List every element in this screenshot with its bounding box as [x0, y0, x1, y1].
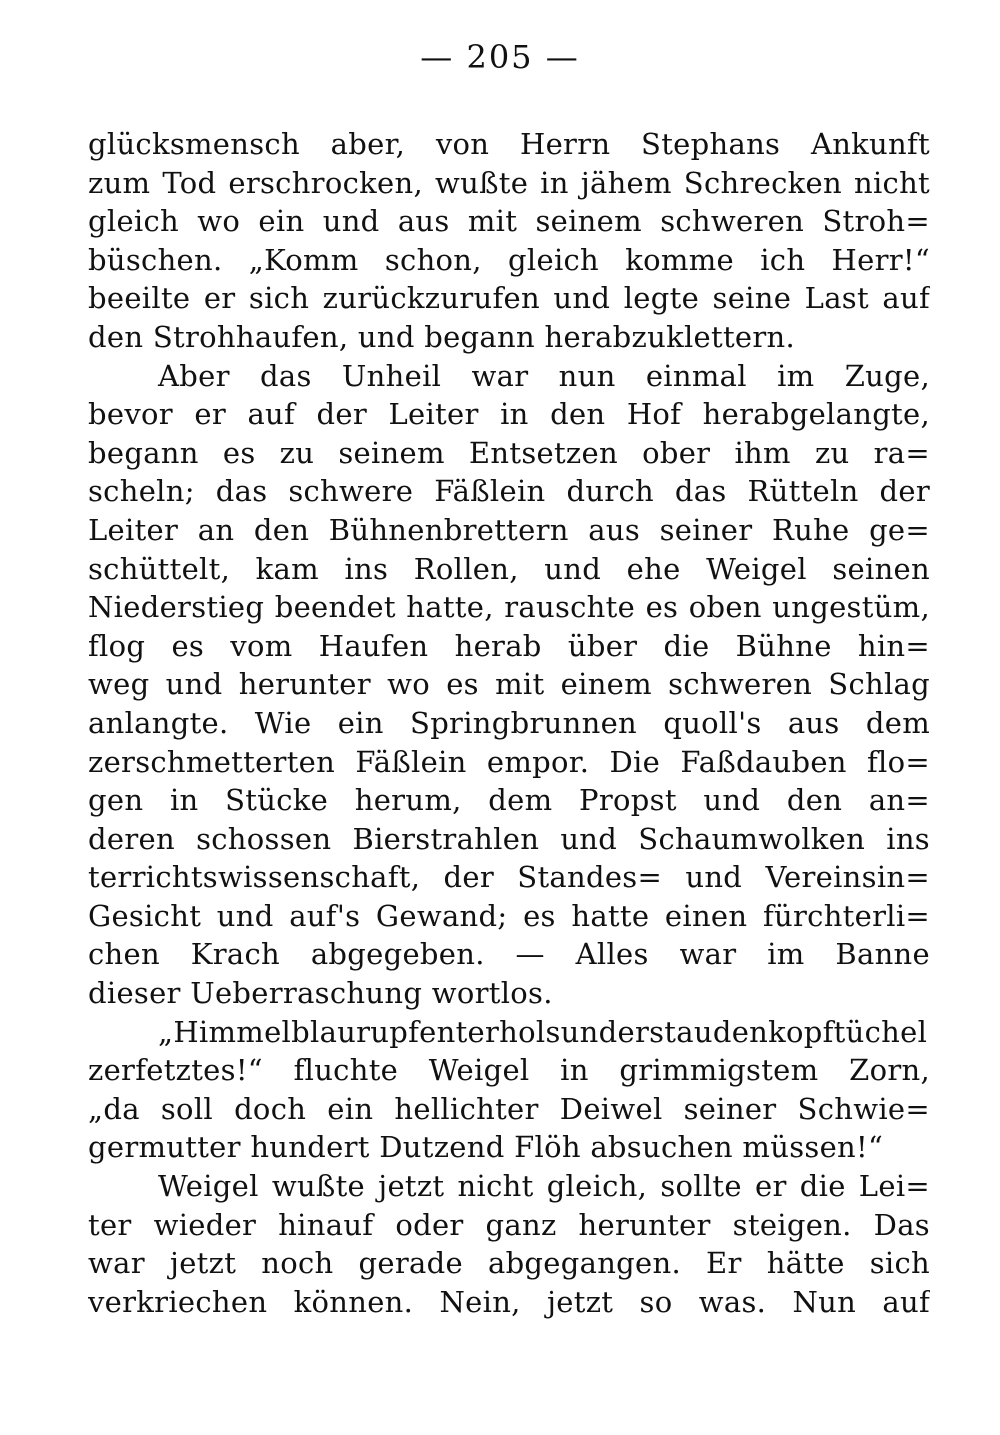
text-line: glücksmensch aber, von Herrn Stephans Ankunft: [88, 127, 930, 161]
text-line: gleich wo ein und aus mit seinem schweren Stroh=: [88, 204, 930, 239]
text-line: den Strohhaufen, und begann herabzuklettern.: [88, 319, 796, 354]
text-line: Weigel wußte jetzt nicht gleich, sollte er die Lei=: [158, 1169, 930, 1204]
text-line: bevor er auf der Leiter in den Hof herabgelangte,: [88, 397, 930, 432]
text-line: germutter hundert Dutzend Flöh absuchen müssen!“: [88, 1130, 884, 1165]
text-line: zerfetztes!“ fluchte Weigel in grimmigstem Zorn,: [88, 1053, 930, 1088]
text-line: anlangte. Wie ein Springbrunnen quoll's aus dem: [88, 705, 930, 740]
text-line: zerschmetterten Fäßlein empor. Die Faßdauben flo=: [88, 744, 930, 779]
text-line: scheln; das schwere Fäßlein durch das Rütteln der: [88, 474, 930, 509]
text-line: war jetzt noch gerade abgegangen. Er hätte sich: [88, 1246, 930, 1281]
text-line: deren schossen Bierstrahlen und Schaumwolken ins: [88, 821, 930, 856]
text-line: „da soll doch ein hellichter Deiwel seiner Schwie=: [88, 1091, 930, 1126]
text-line: „Himmelblaurupfenterholsunderstaudenkopftüchel: [158, 1014, 928, 1049]
body-text: [88, 125, 930, 1321]
text-line: flog es vom Haufen herab über die Bühne hin=: [88, 628, 930, 663]
text-line: chen Krach abgegeben. — Alles war im Banne: [88, 937, 930, 972]
text-line: Niederstieg beendet hatte, rauschte es oben ungestüm,: [88, 590, 930, 625]
text-line: gen in Stücke herum, dem Propst und den an=: [88, 783, 930, 818]
text-line: Gesicht und auf's Gewand; es hatte einen fürchterli=: [88, 898, 930, 933]
text-line: terrichtswissenschaft, der Standes= und Vereinsin=: [88, 860, 930, 895]
text-line: ter wieder hinauf oder ganz herunter steigen. Das: [88, 1207, 930, 1242]
text-line: verkriechen können. Nein, jetzt so was. Nun auf: [88, 1284, 930, 1319]
text-line: Aber das Unheil war nun einmal im Zuge,: [158, 358, 930, 393]
text-line: schüttelt, kam ins Rollen, und ehe Weigel seinen: [88, 551, 930, 586]
text-line: begann es zu seinem Entsetzen ober ihm zu ra=: [88, 435, 930, 470]
text-line: weg und herunter wo es mit einem schweren Schlag: [88, 667, 930, 702]
page-number: — 205 —: [420, 38, 580, 76]
text-line: dieser Ueberraschung wortlos.: [88, 976, 553, 1011]
text-line: Leiter an den Bühnenbrettern aus seiner Ruhe ge=: [88, 512, 930, 547]
text-line: beeilte er sich zurückzurufen und legte seine Last auf: [88, 281, 930, 316]
text-line: büschen. „Komm schon, gleich komme ich Herr!“: [88, 242, 930, 277]
text-line: zum Tod erschrocken, wußte in jähem Schrecken nicht: [88, 165, 930, 200]
